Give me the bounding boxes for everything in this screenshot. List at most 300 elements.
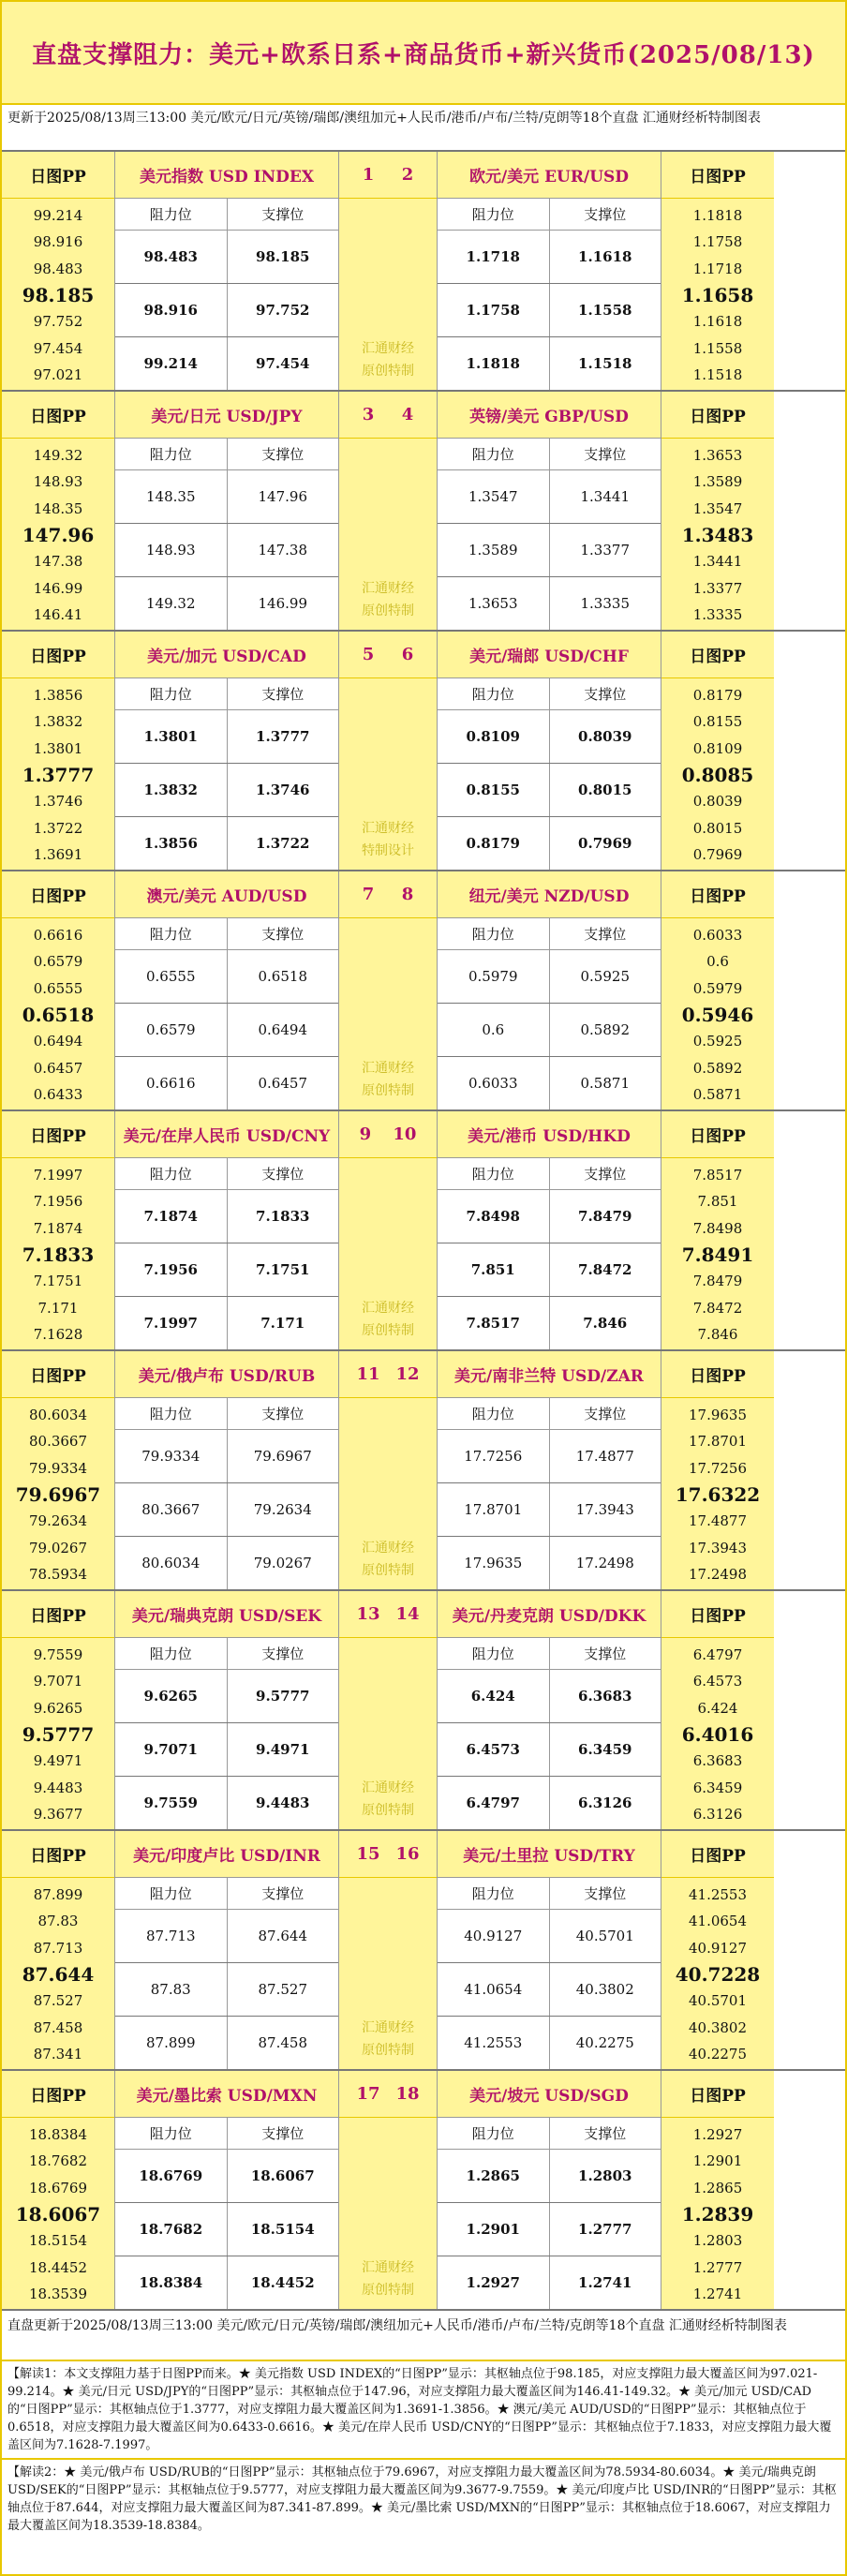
center-spacer	[339, 199, 437, 330]
pp-level-value: 0.6033	[692, 927, 743, 945]
watermark-line: 原创特制	[362, 1323, 414, 1338]
level-row	[115, 1670, 338, 1723]
left-pair-table	[114, 1591, 339, 1829]
center-spacer	[339, 1878, 437, 2009]
pp-level-value: 87.527	[33, 1992, 83, 2010]
watermark-line: 汇通财经	[362, 2020, 414, 2035]
support-value: 0.8015	[578, 782, 632, 798]
support-value: 97.752	[256, 302, 310, 319]
level-row	[438, 2017, 661, 2069]
pp-level-value: 7.846	[697, 1325, 738, 1343]
pp-values	[2, 1878, 114, 2069]
pp-level-value: 1.3335	[692, 605, 743, 623]
support-header: 支撑位	[261, 1166, 305, 1183]
support-value: 7.171	[260, 1315, 305, 1332]
pivot-point-value: 0.8085	[681, 763, 754, 786]
resistance-header: 阻力位	[115, 439, 228, 469]
pair-name: 纽元/美元 NZD/USD	[438, 871, 661, 918]
pair-block	[2, 2069, 845, 2309]
center-spacer	[339, 1158, 437, 1289]
pair-number-right: 12	[395, 1364, 420, 1384]
pp-level-value: 87.458	[33, 2018, 83, 2036]
pp-level-value: 80.6034	[28, 1407, 88, 1424]
resistance-header: 阻力位	[438, 2118, 550, 2149]
center-divider	[339, 152, 437, 390]
pp-level-value: 7.1997	[33, 1167, 83, 1184]
right-pair-table	[437, 632, 661, 870]
resistance-value: 6.4573	[438, 1723, 550, 1776]
resistance-header: 阻力位	[115, 1158, 228, 1189]
support-value: 17.3943	[575, 1501, 634, 1518]
pair-numbers	[339, 2071, 437, 2118]
pp-level-value: 1.2901	[692, 2152, 743, 2170]
support-header: 支撑位	[261, 206, 305, 223]
level-row	[115, 2150, 338, 2203]
right-pair-table	[437, 1591, 661, 1829]
pivot-point-value: 1.1658	[681, 283, 754, 306]
pp-level-value: 40.9127	[688, 1939, 748, 1957]
pp-level-value: 0.5925	[692, 1033, 743, 1050]
pp-level-value: 18.7682	[28, 2152, 88, 2170]
right-pp-column	[661, 1591, 774, 1829]
resistance-value: 1.1758	[438, 284, 550, 336]
support-value: 1.1518	[578, 355, 632, 372]
pair-number-left: 7	[362, 885, 375, 904]
pp-header: 日图PP	[661, 1351, 774, 1398]
level-row	[438, 1723, 661, 1777]
pair-number-left: 15	[356, 1844, 380, 1864]
resistance-value: 0.6616	[115, 1057, 228, 1109]
support-header: 支撑位	[584, 1885, 627, 1902]
support-value: 17.2498	[575, 1555, 634, 1571]
pp-level-value: 7.1751	[33, 1273, 83, 1290]
pp-values	[661, 199, 774, 390]
pair-column-headers	[438, 918, 661, 950]
pair-block	[2, 870, 845, 1109]
resistance-header: 阻力位	[115, 678, 228, 709]
resistance-value: 18.7682	[115, 2203, 228, 2256]
resistance-value: 99.214	[115, 337, 228, 390]
pp-level-value: 17.7256	[688, 1459, 748, 1477]
support-value: 79.2634	[253, 1501, 312, 1518]
pair-number-right: 14	[395, 1604, 420, 1624]
support-value: 7.1751	[256, 1261, 310, 1278]
level-row	[115, 1723, 338, 1777]
right-pair-table	[437, 2071, 661, 2309]
center-spacer	[339, 918, 437, 1050]
pp-header: 日图PP	[2, 1831, 114, 1878]
pp-level-value: 7.851	[697, 1193, 738, 1211]
left-pp-column	[2, 1351, 114, 1589]
pair-number-left: 9	[359, 1124, 372, 1144]
pair-number-left: 5	[362, 645, 375, 664]
pp-level-value: 99.214	[33, 207, 83, 225]
pair-block	[2, 1829, 845, 2069]
pp-header: 日图PP	[2, 1351, 114, 1398]
pivot-point-value: 18.6067	[15, 2202, 101, 2226]
pair-name: 欧元/美元 EUR/USD	[438, 152, 661, 199]
resistance-value: 1.1818	[438, 337, 550, 390]
left-pair-table	[114, 1831, 339, 2069]
support-value: 1.2741	[578, 2274, 632, 2291]
pivot-point-value: 87.644	[22, 1962, 95, 1986]
right-pp-column	[661, 632, 774, 870]
pp-level-value: 0.8015	[692, 819, 743, 837]
pp-level-value: 9.7559	[33, 1646, 83, 1664]
pp-header: 日图PP	[661, 152, 774, 199]
left-pp-column	[2, 152, 114, 390]
interpretation-note-2: 【解读2：★ 美元/俄卢布 USD/RUB的“日图PP”显示：其枢轴点位于79.6967，对应支撑阻力最大覆盖区间为78.5934-80.6034。★ 美元/瑞典克朗 USD/SEK的“日图PP”显示：其枢轴点位于9.5777，对应支撑阻力最大覆盖区间为9.3677-9.7559。★ 美元/印度卢比 USD/INR的“日图PP”显示：其枢轴点位于87.644，对应支撑阻力最大覆盖区间为87.341-87.899。★ 美元/墨比索 USD/MXN的“日图PP”显示：其枢轴点位于18.6067，对应支撑阻力最大覆盖区间为18.3539-18.8384。	[2, 2458, 845, 2539]
resistance-value: 1.3801	[115, 710, 228, 763]
pp-level-value: 148.93	[33, 473, 83, 491]
pair-block	[2, 1109, 845, 1349]
level-row	[438, 1910, 661, 1963]
pair-number-left: 17	[356, 2084, 380, 2104]
pp-level-value: 17.2498	[688, 1565, 748, 1583]
watermark-line: 原创特制	[362, 603, 414, 618]
pair-numbers	[339, 152, 437, 199]
pp-level-value: 17.3943	[688, 1539, 748, 1556]
resistance-value: 7.8517	[438, 1297, 550, 1349]
pp-values	[661, 439, 774, 630]
center-spacer	[339, 678, 437, 810]
watermark-line: 汇通财经	[362, 1061, 414, 1076]
left-pair-table	[114, 871, 339, 1109]
pair-name: 美元/墨比索 USD/MXN	[115, 2071, 338, 2118]
pp-level-value: 7.8498	[692, 1219, 743, 1237]
pp-values	[2, 1398, 114, 1589]
level-row	[115, 284, 338, 337]
level-row	[115, 1910, 338, 1963]
center-divider	[339, 392, 437, 630]
watermark-line: 汇通财经	[362, 2260, 414, 2275]
update-subtitle: 更新于2025/08/13周三13:00 美元/欧元/日元/英镑/瑞郎/澳纽加元+人民币/港币/卢布/兰特/克朗等18个直盘 汇通财经析特制图表	[2, 105, 845, 150]
pp-level-value: 40.3802	[688, 2018, 748, 2036]
pp-level-value: 1.3746	[33, 793, 83, 811]
support-value: 1.3746	[256, 782, 310, 798]
resistance-value: 87.713	[115, 1910, 228, 1962]
pp-header: 日图PP	[661, 1591, 774, 1638]
support-header: 支撑位	[584, 1645, 627, 1662]
pp-level-value: 1.2865	[692, 2179, 743, 2196]
resistance-value: 40.9127	[438, 1910, 550, 1962]
level-row	[438, 1243, 661, 1297]
support-value: 7.1833	[256, 1208, 310, 1225]
resistance-value: 0.8155	[438, 764, 550, 816]
resistance-value: 80.6034	[115, 1537, 228, 1589]
pair-name: 美元指数 USD INDEX	[115, 152, 338, 199]
level-row	[115, 2017, 338, 2069]
resistance-value: 0.5979	[438, 950, 550, 1003]
resistance-value: 1.3589	[438, 524, 550, 576]
resistance-value: 7.1874	[115, 1190, 228, 1243]
pp-level-value: 6.3126	[692, 1805, 743, 1823]
pair-name: 美元/在岸人民币 USD/CNY	[115, 1111, 338, 1158]
pair-column-headers	[115, 199, 338, 231]
watermark	[339, 1769, 437, 1829]
pair-column-headers	[115, 1398, 338, 1430]
resistance-header: 阻力位	[438, 1158, 550, 1189]
pair-column-headers	[115, 1638, 338, 1670]
support-value: 146.99	[258, 595, 307, 612]
pp-level-value: 98.483	[33, 260, 83, 277]
level-row	[438, 2150, 661, 2203]
left-pair-table	[114, 1351, 339, 1589]
pair-numbers	[339, 1831, 437, 1878]
pp-level-value: 149.32	[33, 447, 83, 465]
pair-column-headers	[115, 2118, 338, 2150]
resistance-value: 7.851	[438, 1243, 550, 1296]
right-pp-column	[661, 2071, 774, 2309]
support-value: 0.6457	[258, 1075, 307, 1092]
support-value: 0.6518	[258, 968, 307, 985]
pp-level-value: 87.83	[37, 1913, 79, 1930]
pp-level-value: 97.021	[33, 365, 83, 383]
pivot-point-value: 79.6967	[15, 1482, 101, 1506]
resistance-value: 1.3856	[115, 817, 228, 870]
left-pp-column	[2, 871, 114, 1109]
support-value: 87.644	[258, 1928, 307, 1944]
support-value: 1.3722	[256, 835, 310, 852]
footer-update-text: 直盘更新于2025/08/13周三13:00 美元/欧元/日元/英镑/瑞郎/澳纽加元+人民币/港币/卢布/兰特/克朗等18个直盘 汇通财经析特制图表	[7, 2318, 787, 2333]
watermark	[339, 2249, 437, 2309]
pp-header: 日图PP	[661, 1831, 774, 1878]
pp-level-value: 6.4573	[692, 1673, 743, 1690]
support-header: 支撑位	[584, 446, 627, 463]
pp-values	[661, 1398, 774, 1589]
pp-values	[661, 918, 774, 1109]
left-pp-column	[2, 1831, 114, 2069]
pp-level-value: 9.4483	[33, 1779, 83, 1796]
pp-level-value: 7.8479	[692, 1273, 743, 1290]
support-value: 40.2275	[575, 2034, 634, 2051]
level-row	[115, 337, 338, 390]
pair-number-left: 11	[356, 1364, 380, 1384]
support-value: 79.0267	[253, 1555, 312, 1571]
level-row	[438, 1190, 661, 1243]
support-header: 支撑位	[261, 2125, 305, 2142]
resistance-value: 41.2553	[438, 2017, 550, 2069]
pp-level-value: 7.1956	[33, 1193, 83, 1211]
pp-level-value: 97.752	[33, 313, 83, 331]
pair-number-left: 3	[362, 405, 375, 424]
support-value: 0.5892	[580, 1021, 630, 1038]
left-pp-column	[2, 1591, 114, 1829]
pp-level-value: 0.6433	[33, 1085, 83, 1103]
pp-level-value: 0.6	[706, 953, 729, 971]
support-header: 支撑位	[584, 206, 627, 223]
pair-block	[2, 1589, 845, 1829]
level-row	[438, 1777, 661, 1829]
level-row	[438, 577, 661, 630]
watermark	[339, 570, 437, 630]
pp-level-value: 7.1628	[33, 1325, 83, 1343]
pp-level-value: 87.713	[33, 1939, 83, 1957]
pp-values	[2, 1158, 114, 1349]
pp-values	[2, 678, 114, 870]
pp-values	[661, 1878, 774, 2069]
pp-level-value: 0.5871	[692, 1085, 743, 1103]
pp-level-value: 0.8179	[692, 687, 743, 705]
pair-column-headers	[438, 439, 661, 470]
pp-header: 日图PP	[661, 632, 774, 678]
resistance-value: 9.6265	[115, 1670, 228, 1722]
pivot-point-value: 1.2839	[681, 2202, 754, 2226]
support-value: 0.5925	[580, 968, 630, 985]
pp-level-value: 148.35	[33, 499, 83, 517]
pp-level-value: 1.2927	[692, 2126, 743, 2144]
resistance-header: 阻力位	[115, 1398, 228, 1429]
pp-level-value: 7.171	[37, 1299, 79, 1317]
level-row	[115, 470, 338, 524]
level-row	[115, 2203, 338, 2256]
center-divider	[339, 1351, 437, 1589]
left-pair-table	[114, 392, 339, 630]
right-pp-column	[661, 1351, 774, 1589]
support-value: 147.96	[258, 488, 307, 505]
resistance-value: 0.6555	[115, 950, 228, 1003]
pair-block	[2, 390, 845, 630]
pp-level-value: 0.7969	[692, 845, 743, 863]
level-row	[115, 2256, 338, 2309]
level-row	[115, 1537, 338, 1589]
support-value: 87.458	[258, 2034, 307, 2051]
level-row	[438, 764, 661, 817]
pp-level-value: 9.6265	[33, 1699, 83, 1717]
support-value: 1.2803	[578, 2167, 632, 2184]
pp-header: 日图PP	[2, 392, 114, 439]
pp-level-value: 0.8039	[692, 793, 743, 811]
left-pp-column	[2, 632, 114, 870]
watermark	[339, 330, 437, 390]
level-row	[438, 1963, 661, 2017]
pp-level-value: 40.5701	[688, 1992, 748, 2010]
pp-header: 日图PP	[661, 392, 774, 439]
watermark-line: 特制设计	[362, 843, 414, 858]
watermark	[339, 1529, 437, 1589]
pp-values	[2, 1638, 114, 1829]
right-pair-table	[437, 152, 661, 390]
pair-name: 美元/印度卢比 USD/INR	[115, 1831, 338, 1878]
support-header: 支撑位	[261, 686, 305, 703]
level-row	[115, 1430, 338, 1483]
left-pair-table	[114, 1111, 339, 1349]
center-divider	[339, 1591, 437, 1829]
resistance-value: 87.899	[115, 2017, 228, 2069]
resistance-value: 18.8384	[115, 2256, 228, 2309]
pair-numbers	[339, 392, 437, 439]
level-row	[438, 1004, 661, 1057]
pp-level-value: 1.3547	[692, 499, 743, 517]
support-value: 1.3441	[580, 488, 630, 505]
pp-level-value: 80.3667	[28, 1433, 88, 1451]
pp-header: 日图PP	[2, 1591, 114, 1638]
pp-level-value: 0.8109	[692, 739, 743, 757]
level-row	[438, 817, 661, 870]
pp-level-value: 7.1874	[33, 1219, 83, 1237]
pp-level-value: 18.6769	[28, 2179, 88, 2196]
watermark	[339, 2009, 437, 2069]
pair-column-headers	[438, 1158, 661, 1190]
resistance-value: 41.0654	[438, 1963, 550, 2016]
resistance-value: 1.3832	[115, 764, 228, 816]
title-banner	[2, 2, 845, 105]
resistance-value: 17.9635	[438, 1537, 550, 1589]
support-value: 7.846	[583, 1315, 628, 1332]
left-pp-column	[2, 1111, 114, 1349]
resistance-value: 18.6769	[115, 2150, 228, 2202]
right-pp-column	[661, 152, 774, 390]
pp-level-value: 1.3589	[692, 473, 743, 491]
pp-level-value: 0.6579	[33, 953, 83, 971]
right-pp-column	[661, 1111, 774, 1349]
watermark	[339, 1050, 437, 1109]
pair-number-right: 10	[393, 1124, 417, 1144]
watermark	[339, 810, 437, 870]
left-pair-table	[114, 152, 339, 390]
pp-level-value: 41.2553	[688, 1886, 748, 1904]
left-pp-column	[2, 392, 114, 630]
pair-column-headers	[438, 678, 661, 710]
pair-block	[2, 630, 845, 870]
right-pair-table	[437, 392, 661, 630]
pp-level-value: 0.5892	[692, 1059, 743, 1077]
resistance-header: 阻力位	[438, 1638, 550, 1669]
support-value: 0.8039	[578, 728, 632, 745]
level-row	[438, 337, 661, 390]
pair-column-headers	[438, 1638, 661, 1670]
pp-values	[2, 918, 114, 1109]
support-value: 1.3377	[580, 542, 630, 558]
pp-level-value: 1.3653	[692, 447, 743, 465]
pp-level-value: 79.0267	[28, 1539, 88, 1556]
support-value: 7.8472	[578, 1261, 632, 1278]
level-row	[115, 764, 338, 817]
pp-level-value: 40.2275	[688, 2045, 748, 2062]
pp-level-value: 7.8517	[692, 1167, 743, 1184]
support-value: 18.4452	[250, 2274, 315, 2291]
pair-block	[2, 150, 845, 390]
right-pair-table	[437, 1351, 661, 1589]
support-header: 支撑位	[261, 1406, 305, 1422]
pivot-point-value: 0.5946	[681, 1003, 754, 1026]
level-row	[438, 1430, 661, 1483]
level-row	[115, 1483, 338, 1537]
pp-header: 日图PP	[661, 1111, 774, 1158]
left-pair-table	[114, 2071, 339, 2309]
resistance-header: 阻力位	[115, 2118, 228, 2149]
support-value: 1.2777	[578, 2221, 632, 2238]
center-divider	[339, 2071, 437, 2309]
level-row	[438, 1537, 661, 1589]
support-header: 支撑位	[261, 1885, 305, 1902]
support-header: 支撑位	[261, 1645, 305, 1662]
resistance-value: 9.7559	[115, 1777, 228, 1829]
right-pair-table	[437, 1111, 661, 1349]
pp-level-value: 18.8384	[28, 2126, 88, 2144]
pair-number-right: 4	[401, 405, 414, 424]
pp-level-value: 0.6555	[33, 979, 83, 997]
support-value: 6.3683	[578, 1688, 632, 1705]
level-row	[438, 524, 661, 577]
resistance-header: 阻力位	[115, 1878, 228, 1909]
resistance-header: 阻力位	[115, 918, 228, 949]
pp-level-value: 1.3691	[33, 845, 83, 863]
pp-level-value: 17.9635	[688, 1407, 748, 1424]
pair-number-left: 1	[362, 165, 375, 185]
pp-level-value: 79.2634	[28, 1512, 88, 1530]
pair-column-headers	[438, 1878, 661, 1910]
